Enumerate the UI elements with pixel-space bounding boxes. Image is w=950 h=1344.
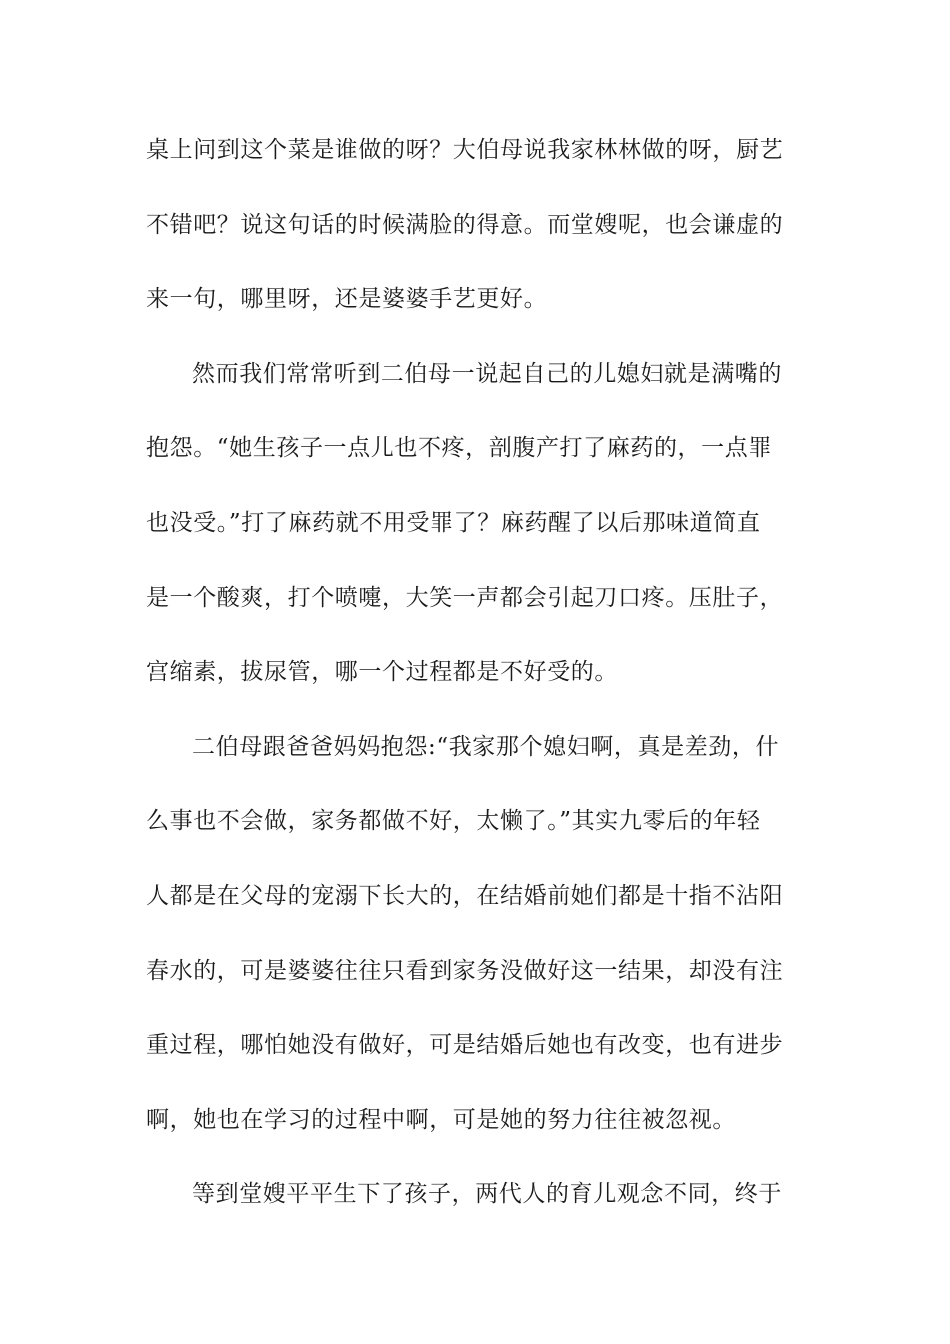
text-line: 也没受。”打了麻药就不用受罪了？麻药醒了以后那味道简直 <box>146 509 761 536</box>
text-line: 不错吧？说这句话的时候满脸的得意。而堂嫂呢，也会谦虚的 <box>146 211 784 238</box>
paragraph-first-line: 二伯母跟爸爸妈妈抱怨:“我家那个媳妇啊，真是差劲，什 <box>192 733 780 760</box>
text-line: 人都是在父母的宠溺下长大的，在结婚前她们都是十指不沾阳 <box>146 882 784 909</box>
text-line: 抱怨。“她生孩子一点儿也不疼，剖腹产打了麻药的，一点罪 <box>146 435 772 462</box>
body-text <box>146 126 806 1245</box>
paragraph-first-line: 等到堂嫂平平生下了孩子，两代人的育儿观念不同，终于 <box>192 1181 782 1208</box>
text-line: 来一句，哪里呀，还是婆婆手艺更好。 <box>146 286 548 313</box>
text-line: 桌上问到这个菜是谁做的呀？大伯母说我家林林做的呀，厨艺 <box>146 137 784 163</box>
text-line: 么事也不会做，家务都做不好，太懒了。”其实九零后的年轻 <box>146 808 761 835</box>
text-line: 是一个酸爽，打个喷嚏，大笑一声都会引起刀口疼。压肚子， <box>146 584 784 611</box>
text-line: 重过程，哪怕她没有做好，可是结婚后她也有改变，也有进步 <box>146 1032 784 1059</box>
paragraph-first-line: 然而我们常常听到二伯母一说起自己的儿媳妇就是满嘴的 <box>192 360 782 387</box>
text-line: 春水的，可是婆婆往往只看到家务没做好这一结果，却没有注 <box>146 957 784 984</box>
text-line: 宫缩素，拔尿管，哪一个过程都是不好受的。 <box>146 659 618 686</box>
text-line: 啊，她也在学习的过程中啊，可是她的努力往往被忽视。 <box>146 1106 736 1133</box>
